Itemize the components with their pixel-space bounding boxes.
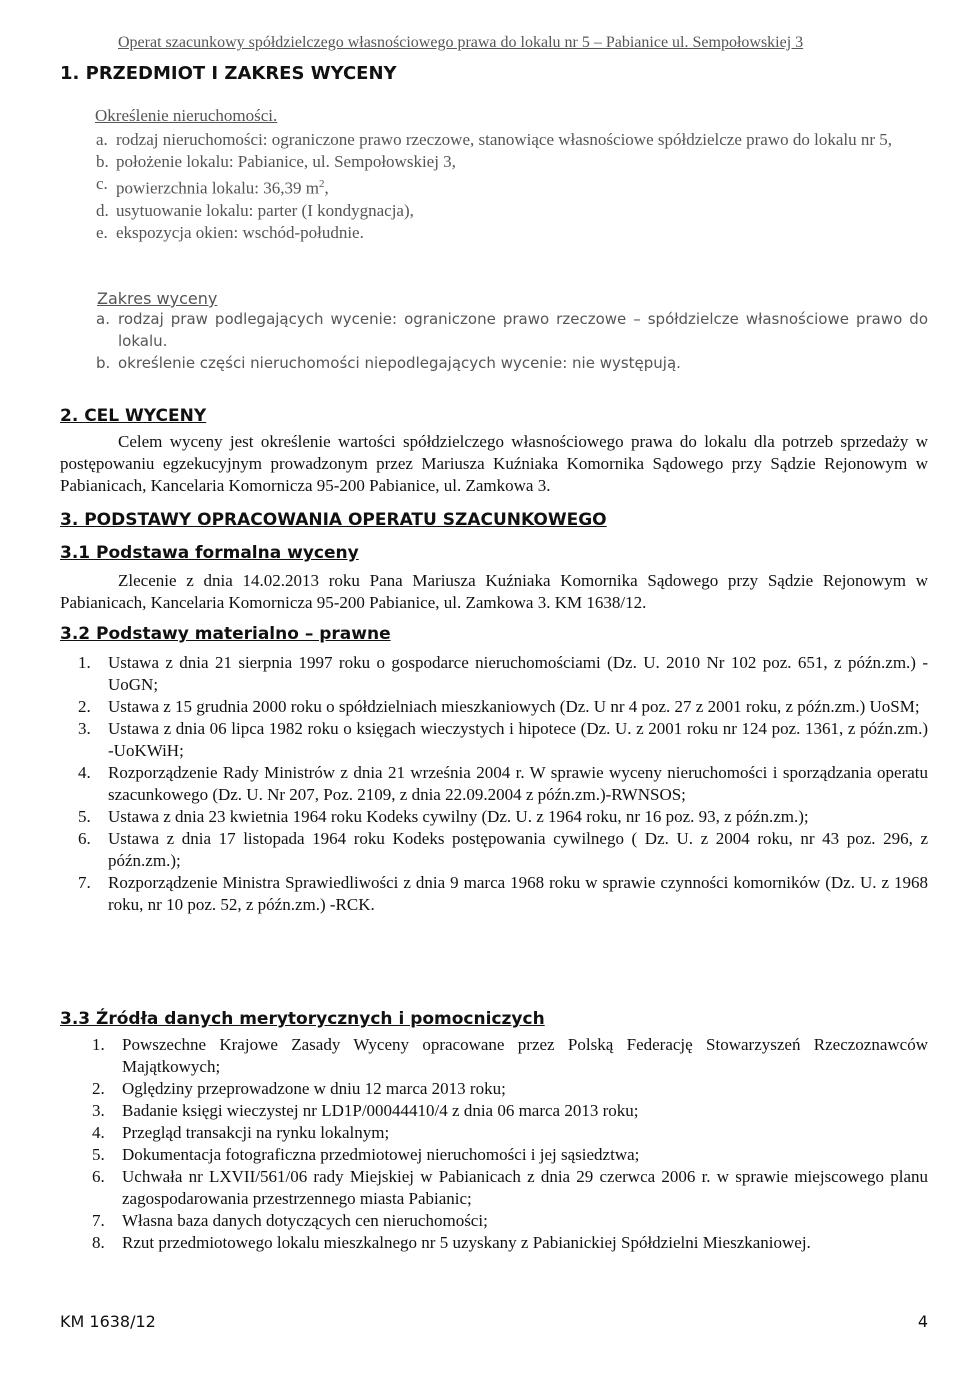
item-text: określenie części nieruchomości niepodlegających wycenie: nie występują. bbox=[118, 354, 681, 372]
item-text: Oględziny przeprowadzone w dniu 12 marca 2013 roku; bbox=[122, 1079, 506, 1098]
item-label: 5. bbox=[92, 1145, 105, 1164]
item-text: Ustawa z dnia 06 lipca 1982 roku o księgach wieczystych i hipotece (Dz. U. z 2001 roku nr 124 poz. 1361, z późn.zm.) -UoKWiH; bbox=[108, 719, 928, 760]
list-item bbox=[96, 129, 928, 151]
item-text: Badanie księgi wieczystej nr LD1P/00044410/4 z dnia 06 marca 2013 roku; bbox=[122, 1101, 639, 1120]
list-item bbox=[96, 352, 928, 374]
item-label: 1. bbox=[78, 653, 91, 672]
item-label: 3. bbox=[78, 719, 91, 738]
list-item bbox=[92, 1210, 928, 1232]
item-text: powierzchnia lokalu: 36,39 m bbox=[116, 178, 320, 198]
formal-basis-paragraph: Zlecenie z dnia 14.02.2013 roku Pana Mariusza Kuźniaka Komornika Sądowego przy Sądzie Rejonowym w Pabianicach, Kancelaria Komornicza 95-200 Pabianice, ul. Zamkowa 3. KM 1638/12. bbox=[60, 571, 928, 612]
item-text: ekspozycja okien: wschód-południe. bbox=[116, 222, 364, 242]
section-2-title: 2. CEL WYCENY bbox=[60, 406, 207, 426]
page-number: 4 bbox=[917, 1312, 928, 1331]
list-item bbox=[92, 1232, 928, 1254]
item-label: a. bbox=[96, 310, 110, 328]
item-label: d. bbox=[96, 200, 109, 220]
item-label: 2. bbox=[92, 1079, 105, 1098]
item-label: 3. bbox=[92, 1101, 105, 1120]
item-label: 1. bbox=[92, 1035, 105, 1054]
item-label: e. bbox=[96, 222, 108, 242]
item-text: Ustawa z dnia 23 kwietnia 1964 roku Kodeks cywilny (Dz. U. z 1964 roku, nr 16 poz. 93, z późn.zm.); bbox=[108, 807, 809, 826]
section-3-3-title: 3.3 Źródła danych merytorycznych i pomocniczych bbox=[60, 1009, 545, 1029]
item-text: Rzut przedmiotowego lokalu mieszkalnego nr 5 uzyskany z Pabianickiej Spółdzielni Mieszkaniowej. bbox=[122, 1233, 811, 1252]
legal-basis-list bbox=[78, 652, 928, 916]
item-text: rodzaj praw podlegających wycenie: ograniczone prawo rzeczowe – spółdzielcze własnościowe prawo do lokalu. bbox=[118, 310, 928, 350]
sources-list bbox=[92, 1034, 928, 1254]
section-3-1-title: 3.1 Podstawa formalna wyceny bbox=[60, 543, 359, 563]
item-label: b. bbox=[96, 354, 111, 372]
list-item bbox=[78, 696, 928, 718]
item-label: 7. bbox=[92, 1211, 105, 1230]
item-label: 4. bbox=[78, 763, 91, 782]
item-text: Uchwała nr LXVII/561/06 rady Miejskiej w Pabianicach z dnia 29 czerwca 2006 r. w sprawie miejscowego planu zagospodarowania przestrzennego miasta Pabianic; bbox=[122, 1167, 928, 1208]
item-label: 7. bbox=[78, 873, 91, 892]
item-text: położenie lokalu: Pabianice, ul. Sempołowskiej 3, bbox=[116, 152, 456, 171]
superscript: 2 bbox=[319, 178, 325, 190]
item-text: Rozporządzenie Rady Ministrów z dnia 21 września 2004 r. W sprawie wyceny nieruchomości i sporządzania operatu szacunkowego (Dz. U. Nr 207, Poz. 2109, z dnia 22.09.2004 z późn.zm.)-RWNSOS; bbox=[108, 763, 928, 804]
item-label: c. bbox=[96, 174, 108, 193]
list-item bbox=[96, 151, 928, 173]
item-text: Własna baza danych dotyczących cen nieruchomości; bbox=[122, 1211, 488, 1230]
list-item bbox=[78, 872, 928, 916]
item-text: Ustawa z 15 grudnia 2000 roku o spółdzielniach mieszkaniowych (Dz. U nr 4 poz. 27 z 2001 roku, z późn.zm.) UoSM; bbox=[108, 697, 920, 716]
list-item bbox=[78, 718, 928, 762]
list-item bbox=[92, 1144, 928, 1166]
list-item bbox=[92, 1100, 928, 1122]
item-text: Ustawa z dnia 17 listopada 1964 roku Kodeks postępowania cywilnego ( Dz. U. z 2004 roku, nr 43 poz. 296, z późn.zm.); bbox=[108, 829, 928, 870]
item-text: Rozporządzenie Ministra Sprawiedliwości z dnia 9 marca 1968 roku w sprawie czynności komorników (Dz. U. z 1968 roku, nr 10 poz. 52, z późn.zm.) -RCK. bbox=[108, 873, 928, 914]
item-label: 6. bbox=[78, 829, 91, 848]
list-item bbox=[96, 173, 928, 200]
item-text: Dokumentacja fotograficzna przedmiotowej nieruchomości i jej sąsiedztwa; bbox=[122, 1145, 640, 1164]
item-label: 8. bbox=[92, 1233, 105, 1252]
item-text-suffix: , bbox=[324, 178, 329, 198]
list-item bbox=[96, 200, 928, 222]
list-item bbox=[78, 652, 928, 696]
footer-reference: KM 1638/12 bbox=[60, 1312, 156, 1331]
item-text: Ustawa z dnia 21 sierpnia 1997 roku o gospodarce nieruchomościami (Dz. U. 2010 Nr 102 poz. 651, z późn.zm.) -UoGN; bbox=[108, 653, 928, 694]
list-item bbox=[96, 308, 928, 352]
list-item bbox=[92, 1122, 928, 1144]
subsection-property-title: Określenie nieruchomości. bbox=[95, 106, 278, 125]
running-header: Operat szacunkowy spółdzielczego własnościowego prawa do lokalu nr 5 – Pabianice ul. Sempołowskiej 3 bbox=[118, 34, 804, 51]
item-label: 5. bbox=[78, 807, 91, 826]
list-item bbox=[92, 1078, 928, 1100]
list-item bbox=[92, 1166, 928, 1210]
item-text: Przegląd transakcji na rynku lokalnym; bbox=[122, 1123, 390, 1142]
list-item bbox=[96, 222, 928, 244]
item-label: 2. bbox=[78, 697, 91, 716]
item-text: Powszechne Krajowe Zasady Wyceny opracowane przez Polską Federację Stowarzyszeń Rzeczoznawców Majątkowych; bbox=[122, 1035, 928, 1076]
purpose-paragraph: Celem wyceny jest określenie wartości spółdzielczego własnościowego prawa do lokalu dla potrzeb sprzedaży w postępowaniu egzekucyjnym prowadzonym przez Mariusza Kuźniaka Komornika Sądowego przy Sądzie Rejonowym w Pabianicach, Kancelaria Komornicza 95-200 Pabianice, ul. Zamkowa 3. bbox=[60, 432, 928, 495]
property-list bbox=[96, 129, 928, 244]
item-label: a. bbox=[96, 130, 108, 149]
list-item bbox=[78, 762, 928, 806]
section-1-title: 1. PRZEDMIOT I ZAKRES WYCENY bbox=[60, 63, 397, 84]
item-label: b. bbox=[96, 152, 109, 171]
item-label: 6. bbox=[92, 1167, 105, 1186]
subsection-scope-title: Zakres wyceny bbox=[97, 289, 218, 308]
item-text: usytuowanie lokalu: parter (I kondygnacja), bbox=[116, 200, 414, 220]
list-item bbox=[78, 828, 928, 872]
item-label: 4. bbox=[92, 1123, 105, 1142]
list-item bbox=[92, 1034, 928, 1078]
scope-list bbox=[96, 308, 928, 374]
item-text: rodzaj nieruchomości: ograniczone prawo rzeczowe, stanowiące własnościowe spółdzielcze prawo do lokalu nr 5, bbox=[116, 130, 893, 149]
section-3-2-title: 3.2 Podstawy materialno – prawne bbox=[60, 624, 391, 644]
section-3-title: 3. PODSTAWY OPRACOWANIA OPERATU SZACUNKOWEGO bbox=[60, 510, 607, 530]
list-item bbox=[78, 806, 928, 828]
